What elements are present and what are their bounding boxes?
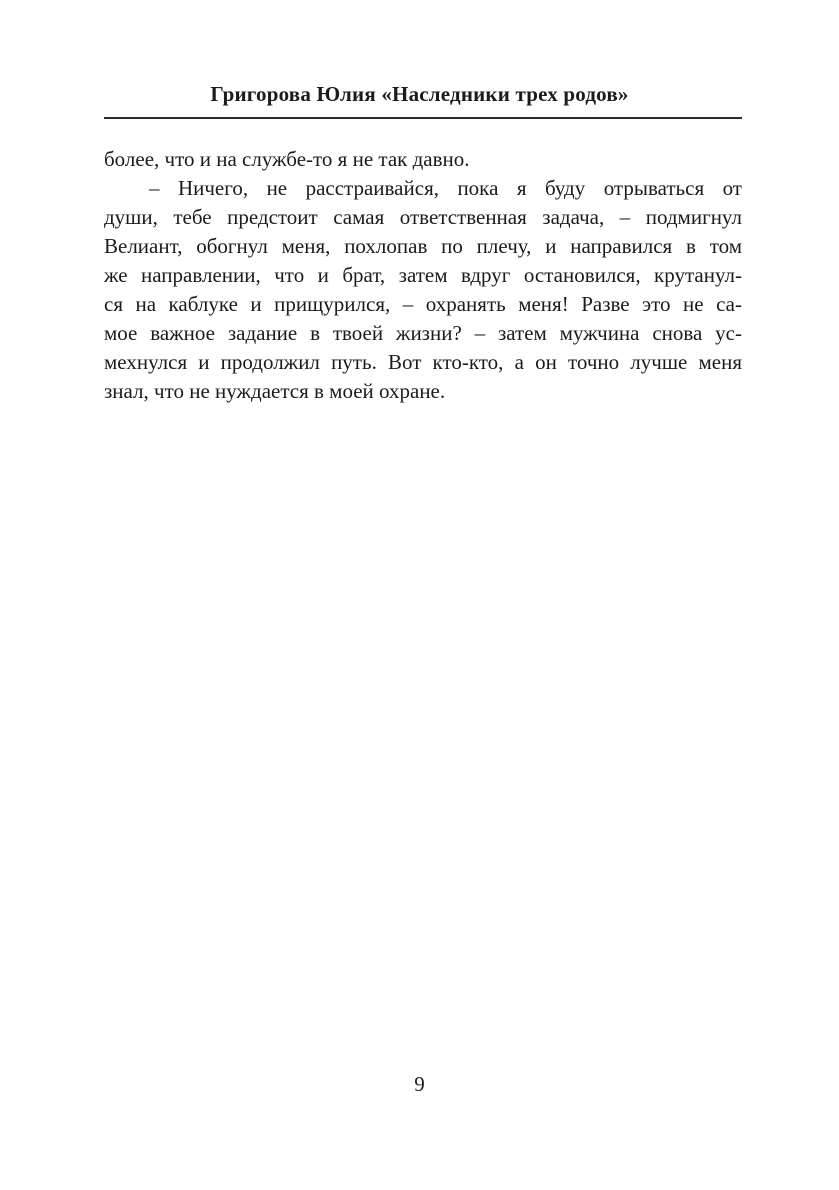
text-line: мое важное задание в твоей жизни? – затем мужчина снова ус- bbox=[104, 321, 742, 345]
text-line: мехнулся и продолжил путь. Вот кто-кто, а он точно лучше меня bbox=[104, 350, 742, 374]
text-line: же направлении, что и брат, затем вдруг остановился, крутанул- bbox=[104, 263, 742, 287]
text-line: более, что и на службе-то я не так давно. bbox=[104, 147, 470, 171]
text-line: ся на каблуке и прищурился, – охранять меня! Разве это не са- bbox=[104, 292, 742, 316]
text-line: знал, что не нуждается в моей охране. bbox=[104, 379, 446, 403]
page-number: 9 bbox=[414, 1072, 425, 1096]
body-text-block bbox=[104, 145, 742, 406]
header-rule-divider bbox=[104, 117, 742, 119]
text-line: Велиант, обогнул меня, похлопав по плечу, и направился в том bbox=[104, 234, 742, 258]
text-line: души, тебе предстоит самая ответственная задача, – подмигнул bbox=[104, 205, 742, 229]
running-header-title: Григорова Юлия «Наследники трех родов» bbox=[210, 82, 629, 106]
text-line: – Ничего, не расстраивайся, пока я буду отрываться от bbox=[149, 176, 742, 200]
